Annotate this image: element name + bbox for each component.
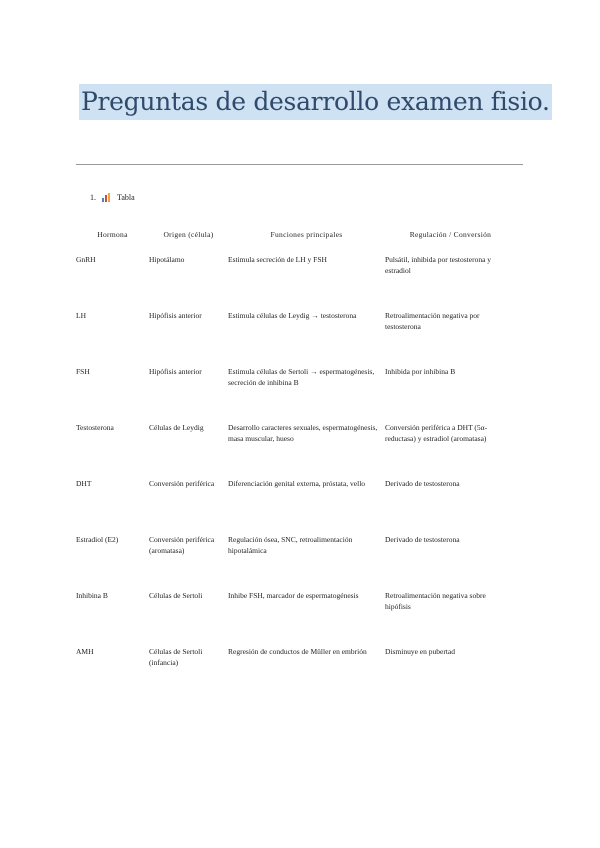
- table-header-row: [76, 220, 516, 248]
- header-origen: Origen (célula): [163, 229, 214, 239]
- cell-regulacion: Disminuye en pubertad: [385, 647, 455, 656]
- cell-funciones: Estimula secreción de LH y FSH: [228, 255, 327, 264]
- cell-regulacion: Pulsátil, inhibida por testosterona y estradiol: [385, 255, 492, 275]
- cell-origen: Hipófisis anterior: [149, 367, 202, 376]
- list-item: [90, 193, 135, 202]
- cell-origen: Células de Sertoli (infancia): [149, 647, 203, 667]
- cell-hormona: GnRH: [76, 255, 96, 264]
- table-row: [76, 304, 516, 360]
- cell-regulacion: Inhibida por inhibina B: [385, 367, 456, 376]
- cell-origen: Células de Leydig: [149, 423, 204, 432]
- cell-funciones: Estimula células de Leydig → testosterona: [228, 311, 357, 320]
- cell-funciones: Estimula células de Sertoli → espermatogénesis, secreción de inhibina B: [228, 367, 375, 387]
- table-row: [76, 248, 516, 304]
- cell-hormona: Estradiol (E2): [76, 535, 119, 544]
- cell-origen: Hipotálamo: [149, 255, 185, 264]
- cell-origen: Células de Sertoli: [149, 591, 203, 600]
- cell-origen: Conversión periférica: [149, 479, 215, 488]
- cell-funciones: Regresión de conductos de Müller en embrión: [228, 647, 367, 656]
- chart-icon: [102, 193, 111, 202]
- cell-funciones: Inhibe FSH, marcador de espermatogénesis: [228, 591, 359, 600]
- cell-regulacion: Derivado de testosterona: [385, 479, 460, 488]
- document-title[interactable]: Preguntas de desarrollo examen fisio.: [79, 84, 552, 120]
- header-hormona: Hormona: [97, 229, 128, 239]
- header-funciones: Funciones principales: [270, 229, 343, 239]
- table-row: [76, 360, 516, 416]
- table-row: [76, 528, 516, 584]
- title-block: [79, 84, 552, 120]
- cell-funciones: Desarrollo caracteres sexuales, espermatogénesis, masa muscular, hueso: [228, 423, 378, 443]
- cell-hormona: Inhibina B: [76, 591, 108, 600]
- table-row: [76, 416, 516, 472]
- list-number: 1.: [90, 193, 96, 202]
- cell-regulacion: Retroalimentación negativa por testosterona: [385, 311, 480, 331]
- cell-regulacion: Conversión periférica a DHT (5α-reductasa) y estradiol (aromatasa): [385, 423, 488, 443]
- table-row: [76, 472, 516, 528]
- cell-funciones: Diferenciación genital externa, próstata, vello: [228, 479, 366, 488]
- cell-funciones: Regulación ósea, SNC, retroalimentación hipotalámica: [228, 535, 353, 555]
- cell-hormona: FSH: [76, 367, 90, 376]
- cell-origen: Conversión periférica (aromatasa): [149, 535, 215, 555]
- table-row: [76, 584, 516, 640]
- cell-origen: Hipófisis anterior: [149, 311, 202, 320]
- horizontal-rule: [76, 164, 523, 165]
- cell-regulacion: Derivado de testosterona: [385, 535, 460, 544]
- cell-hormona: AMH: [76, 647, 94, 656]
- cell-hormona: LH: [76, 311, 86, 320]
- cell-regulacion: Retroalimentación negativa sobre hipófisis: [385, 591, 486, 611]
- table-row: [76, 640, 516, 696]
- header-regulacion: Regulación / Conversión: [409, 229, 492, 239]
- list-label: Tabla: [117, 193, 135, 202]
- cell-hormona: Testosterona: [76, 423, 114, 432]
- hormone-table: [76, 220, 516, 696]
- cell-hormona: DHT: [76, 479, 92, 488]
